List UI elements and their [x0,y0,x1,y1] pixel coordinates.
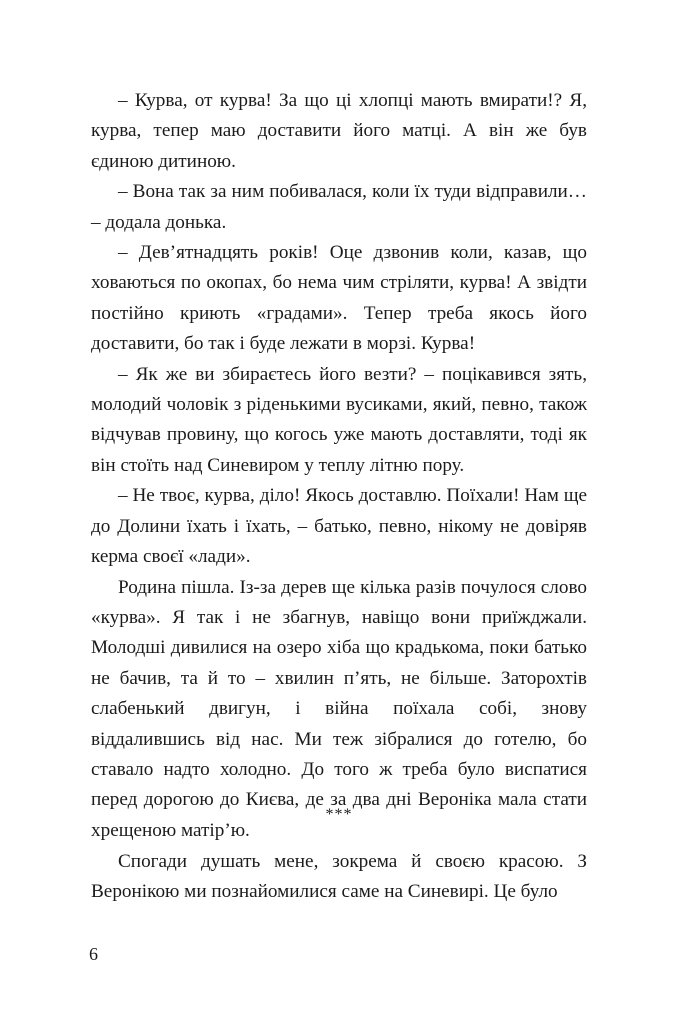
section-separator: *** [325,806,353,823]
paragraph-3: – Дев’ятнадцять років! Оце дзвонив коли, казав, що ховаються по окопах, бо нема чим стріляти, курва! А звідти постійно криють «градами». Тепер треба якось його доставити, бо так і буде лежати в морзі. Курва! [91,242,587,355]
paragraph-5: – Не твоє, курва, діло! Якось доставлю. Поїхали! Нам ще до Долини їхать і їхать, – батько, певно, нікому не довіряв керма своєї «лади». [91,485,587,568]
main-text [91,86,587,846]
paragraph-6: Родина пішла. Із-за дерев ще кілька разів почулося слово «курва». Я так і не збагнув, навіщо вони приїжджали. Молодші дивилися на озеро хіба що крадькома, поки батько не бачив, та й то – хвилин п’ять, не більше. Заторохтів слабенький двигун, і війна поїхала собі, знову віддалившись від нас. Ми теж зібралися до готелю, бо ставало надто холодно. До того ж треба було виспатися перед дорогою до Києва, де за два дні Вероніка мала стати хрещеною матір’ю. [91,576,587,841]
continued-text [91,847,587,908]
paragraph-4: – Як же ви збираєтесь його везти? – поцікавився зять, молодий чоловік з ріденькими вусиками, який, певно, також відчував провину, що когось уже мають доставляти, тоді як він стоїть над Синевиром у теплу літню пору. [91,363,587,476]
paragraph-7: Спогади душать мене, зокрема й своєю красою. З Веронікою ми познайомилися саме на Синевирі. Це було [91,851,587,903]
paragraph-1: – Курва, от курва! За що ці хлопці мають вмирати!? Я, курва, тепер маю доставити його матці. А він же був єдиною дитиною. [91,90,587,172]
page-number: 6 [89,944,98,964]
paragraph-2: – Вона так за ним побивалася, коли їх туди відправили… – додала донька. [91,181,587,233]
